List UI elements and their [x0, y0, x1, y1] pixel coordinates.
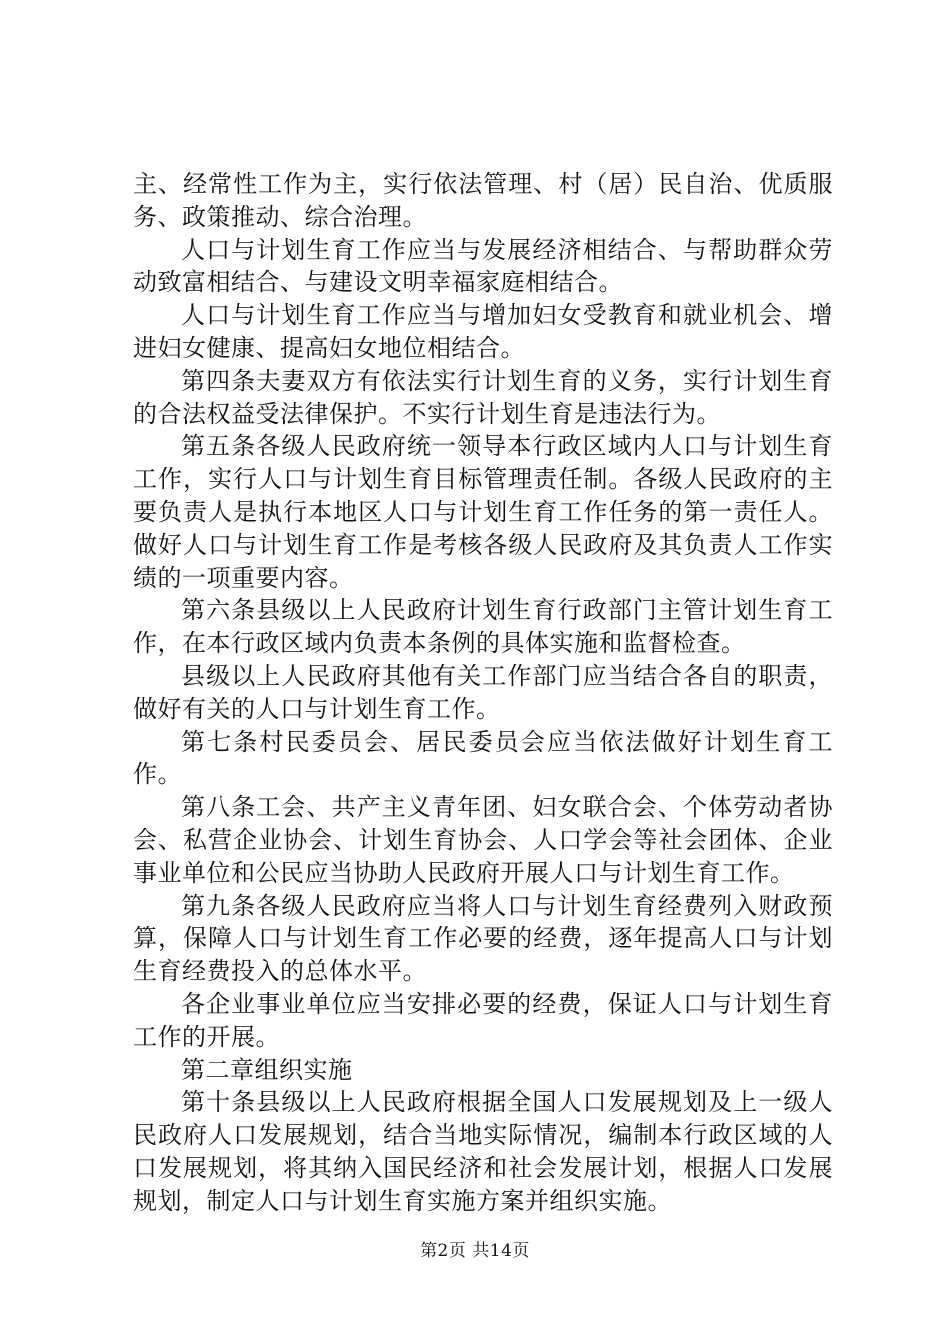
article-6-clause-2: 县级以上人民政府其他有关工作部门应当结合各自的职责，做好有关的人口与计划生育工作。: [133, 661, 833, 723]
article-4: 第四条夫妻双方有依法实行计划生育的义务，实行计划生育的合法权益受法律保护。不实行计划生育是违法行为。: [133, 366, 833, 428]
document-body: [133, 168, 833, 1218]
article-6: 第六条县级以上人民政府计划生育行政部门主管计划生育工作，在本行政区域内负责本条例的具体实施和监督检查。: [133, 596, 833, 658]
article-5: 第五条各级人民政府统一领导本行政区域内人口与计划生育工作，实行人口与计划生育目标管理责任制。各级人民政府的主要负责人是执行本地区人口与计划生育工作任务的第一责任人。做好人口与计划生育工作是考核各级人民政府及其负责人工作实绩的一项重要内容。: [133, 432, 833, 592]
article-8: 第八条工会、共产主义青年团、妇女联合会、个体劳动者协会、私营企业协会、计划生育协会、人口学会等社会团体、企业事业单位和公民应当协助人民政府开展人口与计划生育工作。: [133, 793, 833, 887]
paragraph-intro-continuation: 主、经常性工作为主，实行依法管理、村（居）民自治、优质服务、政策推动、综合治理。: [133, 170, 833, 231]
page-number-footer: 第2页 共14页: [420, 1241, 530, 1261]
article-7: 第七条村民委员会、居民委员会应当依法做好计划生育工作。: [133, 727, 833, 789]
article-9-clause-2: 各企业事业单位应当安排必要的经费，保证人口与计划生育工作的开展。: [133, 989, 833, 1051]
paragraph-women: 人口与计划生育工作应当与增加妇女受教育和就业机会、增进妇女健康、提高妇女地位相结合。: [133, 301, 833, 362]
chapter-2-heading: 第二章组织实施: [181, 1055, 353, 1084]
paragraph-economy: 人口与计划生育工作应当与发展经济相结合、与帮助群众劳动致富相结合、与建设文明幸福家庭相结合。: [133, 235, 833, 297]
article-10: 第十条县级以上人民政府根据全国人口发展规划及上一级人民政府人口发展规划，结合当地实际情况，编制本行政区域的人口发展规划，将其纳入国民经济和社会发展计划，根据人口发展规划，制定人口与计划生育实施方案并组织实施。: [133, 1088, 833, 1215]
article-9: 第九条各级人民政府应当将人口与计划生育经费列入财政预算，保障人口与计划生育工作必要的经费，逐年提高人口与计划生育经费投入的总体水平。: [133, 891, 833, 986]
